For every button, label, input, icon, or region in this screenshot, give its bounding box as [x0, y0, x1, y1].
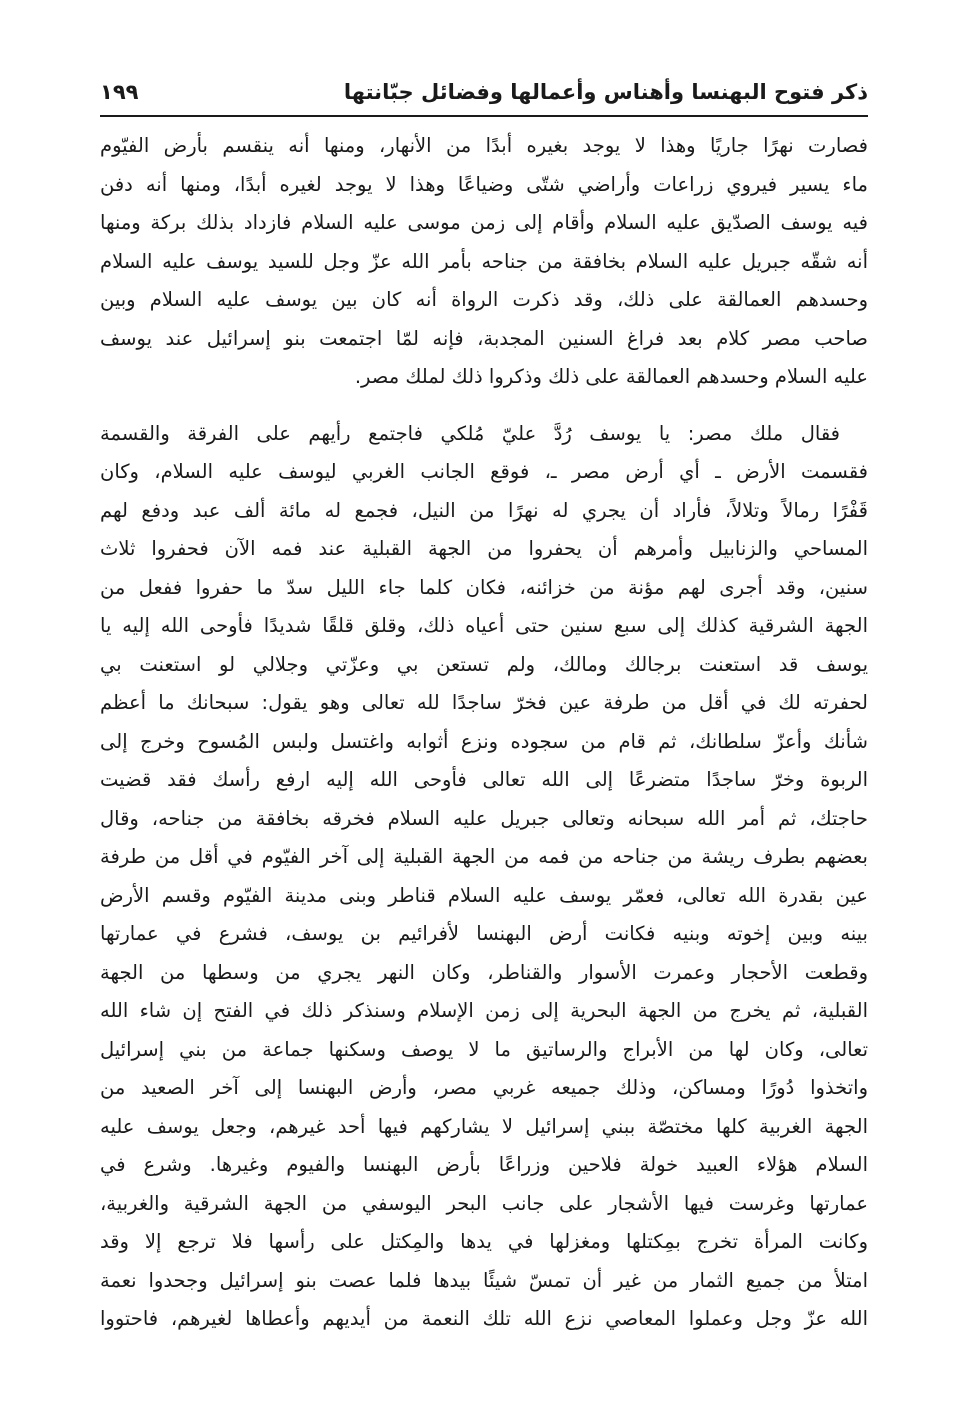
text-line: المساحي والزنابيل وأمرهم أن يحفروا من الجهة القبلية عند فمه الآن فحفروا ثلاث	[100, 537, 868, 560]
text-line: قَفْرًا رمالاً وتلالاً، فأراد أن يجري له نهرًا من النيل، فجمع له مائة ألف عبد ودفع لهم	[100, 498, 868, 522]
text-line: يوسف قد استعنت برجالك ومالك، ولم تستعن بي وعزّتي وجلالي لو استعنت بي	[100, 652, 868, 676]
text-line: شأنك وأعزّ سلطانك، ثم قام من سجوده ونزع أثوابه واغتسل ولبس المُسوح وخرج إلى	[100, 729, 868, 753]
text-line: عين بقدرة الله تعالى، فعمّر يوسف عليه السلام قناطر وبنى مدينة الفيّوم وقسم الأرض	[100, 883, 868, 907]
paragraph-1	[100, 127, 868, 397]
text-line: عمارتها وغرست فيها الأشجار على جانب البحر اليوسفي من الجهة الشرقية والغربية،	[100, 1191, 868, 1215]
header-rule	[100, 115, 868, 117]
text-line: امتلأ من جميع الثمار من غير أن تمسّ شيئًا بيدها فلما عصت بنو إسرائيل وجحدوا نعمة	[100, 1268, 868, 1292]
text-line: وقطعت الأحجار وعمرت الأسوار والقناطر، وكان النهر يجري من وسطها من الجهة	[100, 960, 868, 984]
text-line: بعضهم بطرف ريشة من جناحه من فمه من الجهة القبلية إلى آخر الفيّوم في أقل من طرفة	[100, 845, 868, 868]
text-line: واتخذوا دُورًا ومساكن، وذلك جميعه غربي مصر، وأرض البهنسا إلى آخر الصعيد من	[100, 1076, 868, 1099]
book-page	[100, 72, 868, 1372]
text-line: لحفرته لك في أقل من طرفة عين فخرّ ساجدًا لله تعالى وهو يقول: سبحانك ما أعظم	[100, 691, 868, 714]
text-line: وكانت المرأة تخرج بمِكتلها ومغزلها في يدها والمِكتل على رأسها فلا ترجع إلا وقد	[100, 1230, 868, 1253]
text-line: الله عزّ وجل وعملوا المعاصي نزع الله تلك النعمة من أيديهم وأعطاها لغيرهم، فاحتووا	[100, 1307, 868, 1330]
text-line: الربوة وخرّ ساجدًا متضرعًا إلى الله تعالى فأوحى الله إليه ارفع رأسك فقد قضيت	[100, 768, 868, 791]
text-line: صاحب مصر كلام بعد فراغ السنين المجدبة، فإنه لمّا اجتمعت بنو إسرائيل عند يوسف	[100, 326, 868, 350]
text-line: فصارت نهرًا جاريًا وهذا لا يوجد بغيره أبدًا من الأنهار، ومنها أنه ينقسم بأرض الفيّوم	[100, 134, 868, 157]
text-line: حاجتك، ثم أمر الله سبحانه وتعالى جبريل عليه السلام فخرقه بخافقة من جناحه، وقال	[100, 806, 868, 830]
text-line: سنين، وقد أجرى لهم مؤنة من خزائنه، فكان كلما جاء الليل سدّ ما حفروا ففعل من	[100, 575, 868, 599]
text-line: بينه وبين إخوته وبنيه فكانت أرض البهنسا لأفرائيم بن يوسف، فشرع في عمارتها	[100, 922, 868, 945]
text-line: وحسدهم العمالقة على ذلك، وقد ذكرت الرواة أنه كان بين يوسف عليه السلام وبين	[100, 288, 868, 311]
text-line: فيه يوسف الصدّيق عليه السلام وأقام إلى زمن موسى عليه السلام فازداد بذلك بركة ومنها	[100, 211, 868, 234]
text-line: فقال ملك مصر: يا يوسف رُدَّ عليّ مُلكي فاجتمع رأيهم على الفرقة والقسمة	[100, 421, 840, 445]
text-line: أنه شقّه جبريل عليه السلام بخافقة من جناحه بأمر الله عزّ وجل للسيد يوسف عليه السلام	[100, 249, 868, 273]
paragraph-2	[100, 415, 868, 1339]
page-number: ١٩٩	[100, 80, 139, 104]
text-line: عليه السلام وحسدهم العمالقة على ذلك وذكروا ذلك لملك مصر.	[354, 365, 868, 388]
text-line: ماء يسير فيروي زراعات وأراضي شتّى وضياعًا وهذا لا يوجد لغيره أبدًا، ومنها أنه دفن	[100, 172, 868, 196]
text-line: القبلية، ثم يخرج من الجهة البحرية إلى زمن الإسلام وسنذكر ذلك في الفتح إن شاء الله	[100, 999, 868, 1022]
text-line: السلام هؤلاء العبيد خولة فلاحين وزراعًا بأرض البهنسا والفيوم وغيرها. وشرع في	[100, 1153, 868, 1176]
text-line: الجهة الغربية كلها مختصّة ببني إسرائيل لا يشاركهم فيها أحد غيرهم، وجعل يوسف عليه	[100, 1114, 868, 1138]
text-line: فقسمت الأرض ـ أي أرض مصر ـ، فوقع الجانب الغربي ليوسف عليه السلام، وكان	[100, 460, 868, 483]
running-title: ذكر فتوح البهنسا وأهناس وأعمالها وفضائل جبّانتها	[343, 80, 868, 104]
text-line: الجهة الشرقية كذلك إلى سبع سنين حتى أعياه ذلك، وقلق قلقًا شديدًا فأوحى الله إليه يا	[100, 614, 868, 637]
text-line: تعالى، وكان لها من الأبراج والرساتيق ما لا يوصف وسكنها جماعة من بني إسرائيل	[100, 1037, 868, 1061]
running-header	[100, 72, 868, 112]
